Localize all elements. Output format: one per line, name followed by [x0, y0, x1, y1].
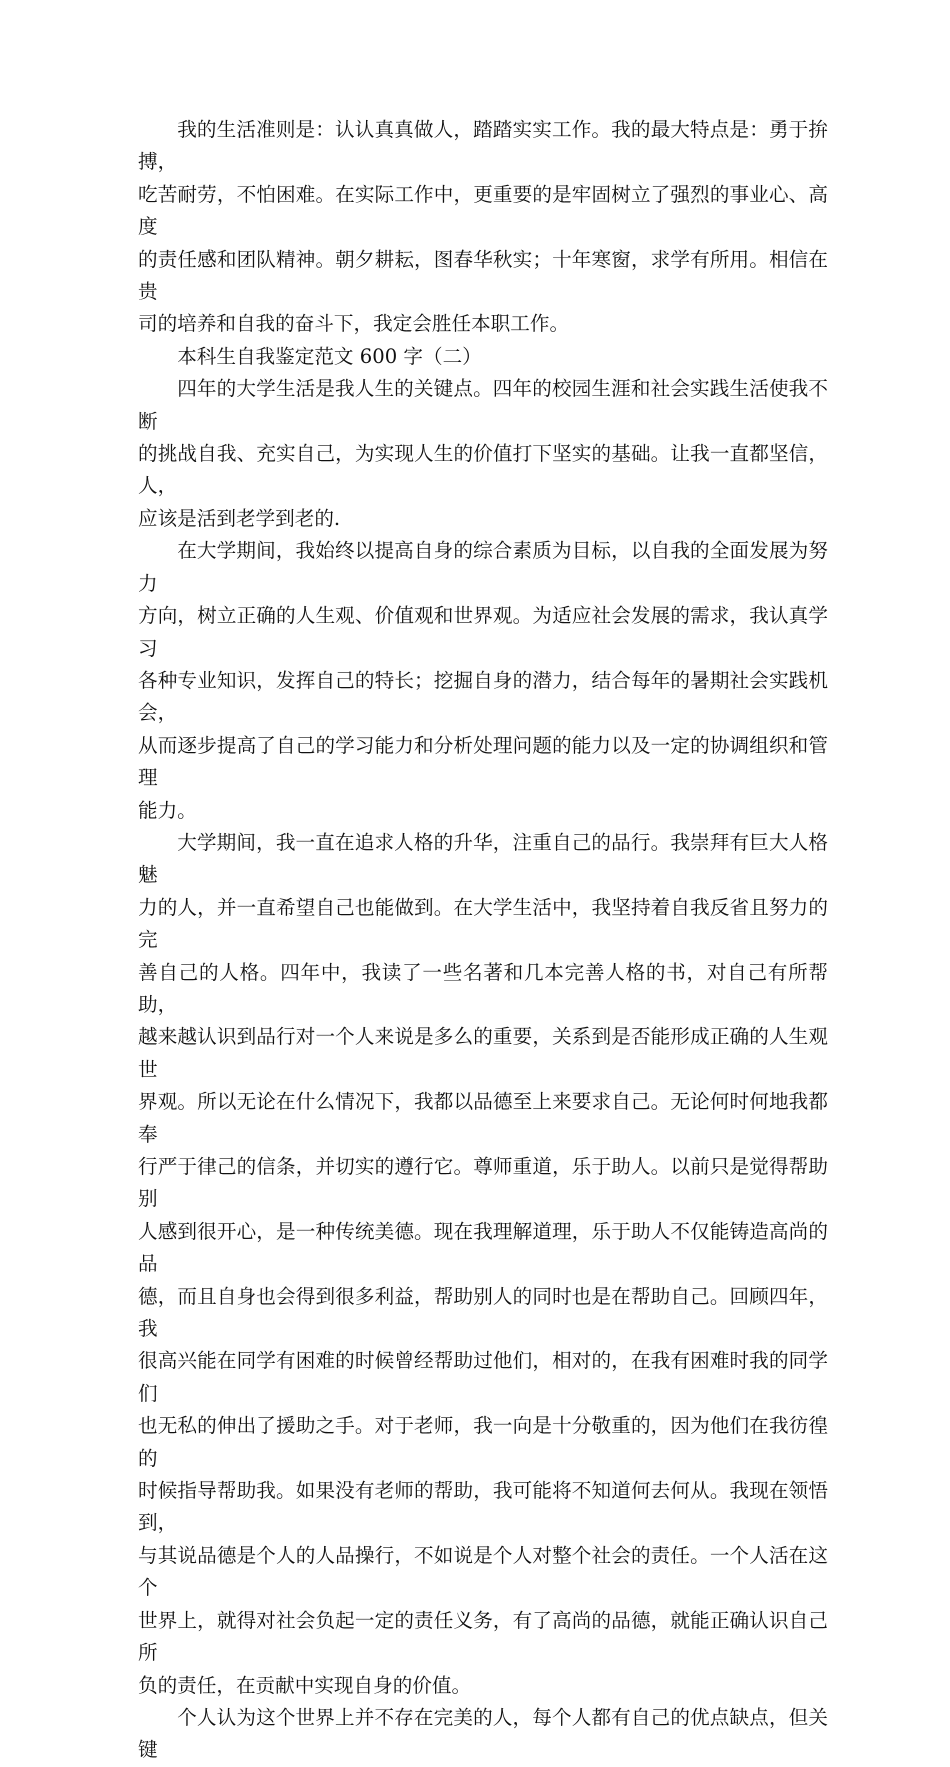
text-line: 善自己的人格。四年中，我读了一些名著和几本完善人格的书，对自己有所帮助， — [138, 960, 828, 1016]
text-line: 德，而且自身也会得到很多利益，帮助别人的同时也是在帮助自己。回顾四年，我 — [138, 1284, 828, 1341]
paragraph-imperfection — [138, 1702, 828, 1767]
paragraph-character — [138, 827, 828, 1702]
text-line: 大学期间，我一直在追求人格的升华，注重自己的品行。我崇拜有巨大人格魅 — [138, 830, 828, 887]
text-line: 司的培养和自我的奋斗下，我定会胜任本职工作。 — [138, 312, 570, 336]
text-line: 人感到很开心，是一种传统美德。现在我理解道理，乐于助人不仅能铸造高尚的品 — [138, 1219, 828, 1276]
text-line: 个人认为这个世界上并不存在完美的人，每个人都有自己的优点缺点，但关键 — [138, 1705, 828, 1762]
paragraph-university-life — [138, 373, 828, 535]
section-heading: 本科生自我鉴定范文 600 字（二） — [177, 344, 482, 368]
text-line: 力的人，并一直希望自己也能做到。在大学生活中，我坚持着自我反省且努力的完 — [138, 895, 828, 952]
text-line: 世界上，就得对社会负起一定的责任义务，有了高尚的品德，就能正确认识自己所 — [138, 1608, 828, 1665]
text-line: 行严于律己的信条，并切实的遵行它。尊师重道，乐于助人。以前只是觉得帮助别 — [138, 1155, 828, 1211]
text-line: 越来越认识到品行对一个人来说是多么的重要，关系到是否能形成正确的人生观世 — [138, 1025, 828, 1081]
text-line: 方向，树立正确的人生观、价值观和世界观。为适应社会发展的需求，我认真学习 — [138, 604, 828, 660]
text-line: 也无私的伸出了援助之手。对于老师，我一向是十分敬重的，因为他们在我彷徨的 — [138, 1414, 828, 1470]
text-line: 能力。 — [138, 798, 197, 822]
text-line: 很高兴能在同学有困难的时候曾经帮助过他们，相对的，在我有困难时我的同学们 — [138, 1349, 828, 1405]
text-line: 时候指导帮助我。如果没有老师的帮助，我可能将不知道何去何从。我现在领悟到， — [138, 1479, 828, 1535]
text-line: 各种专业知识，发挥自己的特长；挖掘自身的潜力，结合每年的暑期社会实践机会， — [138, 668, 828, 725]
text-line: 四年的大学生活是我人生的关键点。四年的校园生涯和社会实践生活使我不断 — [138, 377, 828, 433]
text-line: 应该是活到老学到老的. — [138, 506, 341, 530]
text-line: 界观。所以无论在什么情况下，我都以品德至上来要求自己。无论何时何地我都奉 — [138, 1090, 828, 1146]
text-line: 从而逐步提高了自己的学习能力和分析处理问题的能力以及一定的协调组织和管理 — [138, 733, 828, 790]
text-line: 在大学期间，我始终以提高自身的综合素质为目标，以自我的全面发展为努力 — [138, 539, 828, 595]
text-line: 负的责任，在贡献中实现自身的价值。 — [138, 1673, 472, 1697]
document-body — [138, 114, 828, 1767]
text-line: 与其说品德是个人的人品操行，不如说是个人对整个社会的责任。一个人活在这个 — [138, 1543, 828, 1600]
paragraph-study-goals — [138, 535, 828, 827]
paragraph-life-principles — [138, 114, 828, 341]
text-line: 我的生活准则是：认认真真做人，踏踏实实工作。我的最大特点是：勇于拚搏， — [138, 118, 828, 174]
text-line: 吃苦耐劳，不怕困难。在实际工作中，更重要的是牢固树立了强烈的事业心、高度 — [138, 182, 828, 239]
text-line: 的责任感和团队精神。朝夕耕耘，图春华秋实；十年寒窗，求学有所用。相信在贵 — [138, 247, 828, 304]
text-line: 的挑战自我、充实自己，为实现人生的价值打下坚实的基础。让我一直都坚信，人， — [138, 442, 828, 498]
